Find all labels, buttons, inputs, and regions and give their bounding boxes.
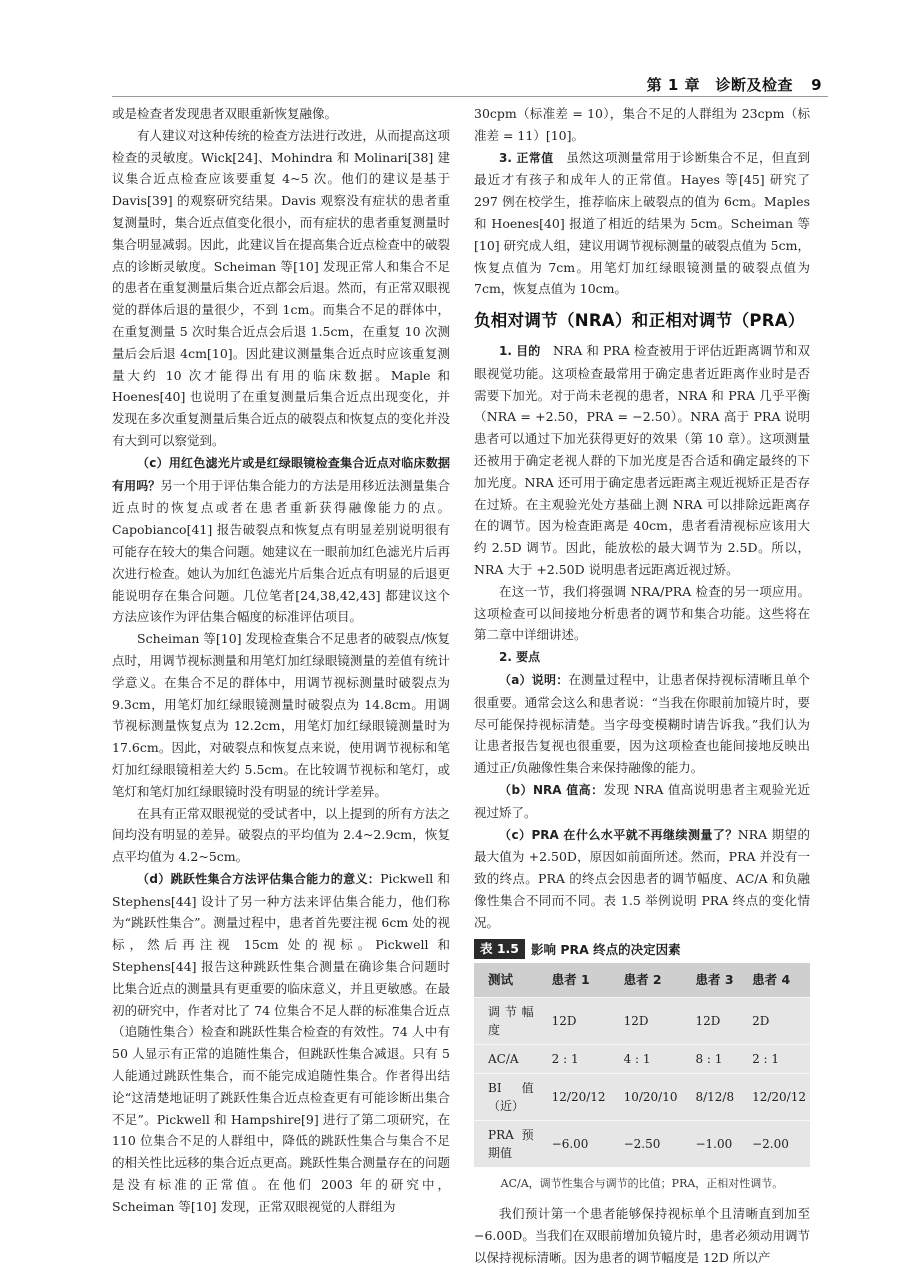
paragraph: 或是检查者发现患者双眼重新恢复融像。: [112, 106, 338, 121]
table-label: 表 1.5: [474, 939, 525, 959]
paragraph-c: [474, 824, 810, 934]
paragraph-c: [112, 452, 450, 628]
page-number: 9: [811, 76, 822, 94]
chapter-title: 第 1 章 诊断及检查: [646, 76, 794, 94]
paragraph-body: Pickwell 和 Stephens[44] 设计了另一种方法来评估集合能力，他们称为“跳跃性集合”。测量过程中，患者首先要注视 6cm 处的视标，然后再注视 15cm 处的视标。Pickwell 和 Stephens[44] 报告这种跳跃性集合测量在确诊集合问题时比集合近点的测量具有更重要的临床意义，并且更敏感。在最初的研究中，作者对比了 74 位集合不足人群的标准集合近点（追随性集合）检查和跳跃性集合检查的有效性。74 人中有 50 人显示有正常的追随性集合，但跳跃性集合减退。只有 5 人能通过跳跃性集合，而不能完成追随性集合。作者得出结论“这清楚地证明了跳跃性集合近点检查更有可能诊断出集合不足”。Pickwell 和 Hampshire[9] 进行了第二项研究，在 110 位集合不足的人群组中，降低的跳跃性集合与集合不足的相关性比远移的集合近点更高。跳跃性集合测量存在的问题是没有标准的正常值。在他们 2003 年的研究中，Scheiman 等[10] 发现，正常双眼视觉的人群组为: [112, 870, 450, 1214]
table-cell: 12D: [538, 998, 610, 1045]
subheading: （d）跳跃性集合方法评估集合能力的意义：: [137, 871, 381, 886]
left-column: [112, 103, 450, 1218]
subheading-key-points: [474, 646, 810, 669]
pra-table: [474, 963, 810, 1167]
paragraph-b: [474, 779, 810, 824]
table-cell: 2D: [738, 998, 810, 1045]
table-header-cell: 患者 3: [681, 963, 738, 997]
paragraph-d: [112, 868, 450, 1218]
paragraph-body: 虽然这项测量常用于诊断集合不足，但直到最近才有孩子和成年人的正常值。Hayes 等[45] 研究了 297 例在校学生，推荐临床上破裂点的值为 6cm。Maples 和 Hoenes[40] 报道了相近的结果为 5cm。Scheiman 等[10] 研究成人组，建议用调节视标测量的破裂点值为 5cm，恢复点值为 7cm。用笔灯加红绿眼镜测量的破裂点值为 7cm，恢复点值为 10cm。: [474, 149, 810, 297]
paragraph-body: 另一个用于评估集合能力的方法是用移近法测量集合近点时的恢复点或者在患者重新获得融像能力的点。Capobianco[41] 报告破裂点和恢复点有明显差别说明很有可能存在较大的集合问题。她建议在一眼前加红色滤光片后再次进行检查。她认为加红色滤光片后集合近点有明显的后退更能说明存在集合问题。几位笔者[24,38,42,43] 都建议这个方法应该作为评估集合幅度的标准评估项目。: [112, 477, 450, 625]
running-header: [647, 74, 822, 95]
table-title: 影响 PRA 终点的决定因素: [531, 941, 681, 957]
table-note: AC/A，调节性集合与调节的比值；PRA，正相对性调节。: [500, 1177, 784, 1191]
table-cell: 2 : 1: [538, 1045, 610, 1074]
table-row: [474, 1121, 810, 1168]
table-header-row: [474, 963, 810, 997]
table-cell: 12/20/12: [538, 1074, 610, 1121]
table-cell: −2.00: [738, 1121, 810, 1168]
paragraph-body: NRA 和 PRA 检查被用于评估近距离调节和双眼视觉功能。这项检查最常用于确定患者近距离作业时是否需要下加光。对于尚未老视的患者，NRA 和 PRA 几乎平衡（NRA = +2.50，PRA = −2.50）。NRA 高于 PRA 说明患者可以通过下加光获得更好的效果（第 10 章）。这项测量还被用于确定老视人群的下加光度是否合适和确定最终的下加光度。NRA 还可用于确定患者远距离主观近视矫正是否存在过矫。在主观验光处方基础上测 NRA 可以排除远距离存在的调节。因为检查距离是 40cm，患者看清视标应该用大约 2.5D 调节。因此，能放松的最大调节为 2.5D。所以，NRA 大于 +2.50D 说明患者远距离近视过矫。: [474, 342, 810, 577]
table-cell: 8 : 1: [681, 1045, 738, 1074]
paragraph: 在具有正常双眼视觉的受试者中，以上提到的所有方法之间均没有明显的差异。破裂点的平均值为 2.4~2.9cm，恢复点平均值为 4.2~5cm。: [112, 805, 450, 865]
table-cell: 12D: [681, 998, 738, 1045]
table-cell: 12D: [610, 998, 682, 1045]
paragraph: Scheiman 等[10] 发现检查集合不足患者的破裂点/恢复点时，用调节视标测量和用笔灯加红绿眼镜测量的差值有统计学意义。在集合不足的群体中，用调节视标测量时破裂点为 9.3cm，用笔灯加红绿眼镜测量时破裂点为 14.8cm。用调节视标测量恢复点为 12.2cm，用笔灯加红绿眼镜测量时为 17.6cm。因此，对破裂点和恢复点来说，使用调节视标和笔灯加红绿眼镜相差大约 5.5cm。在比较调节视标和笔灯，或笔灯和笔灯加红绿眼镜时没有明显的统计学差异。: [112, 631, 450, 799]
table-cell: 调节幅度: [474, 998, 538, 1045]
table-cell: 2 : 1: [738, 1045, 810, 1074]
subheading: （c）PRA 在什么水平就不再继续测量了？: [499, 827, 738, 842]
subheading: （b）NRA 值高：: [499, 782, 604, 797]
table-header-cell: 患者 1: [538, 963, 610, 997]
table-cell: −2.50: [610, 1121, 682, 1168]
table-cell: AC/A: [474, 1045, 538, 1074]
paragraph: 30cpm（标准差 = 10），集合不足的人群组为 23cpm（标准差 = 11）[10]。: [474, 106, 810, 143]
table-cell: 10/20/10: [610, 1074, 682, 1121]
table-cell: PRA 预期值: [474, 1121, 538, 1168]
table-cell: 12/20/12: [738, 1074, 810, 1121]
table-header-cell: 患者 4: [738, 963, 810, 997]
table-header-cell: 患者 2: [610, 963, 682, 997]
paragraph: 我们预计第一个患者能够保持视标单个且清晰直到加至 −6.00D。当我们在双眼前增加负镜片时，患者必须动用调节以保持视标清晰。因为患者的调节幅度是 12D 所以产: [474, 1206, 810, 1265]
table-row: [474, 998, 810, 1045]
table-caption: [474, 939, 810, 959]
table-cell: 4 : 1: [610, 1045, 682, 1074]
table-1-5: [474, 939, 810, 1195]
paragraph-body: NRA 期望的最大值为 +2.50D，原因如前面所述。然而，PRA 并没有一致的终点。PRA 的终点会因患者的调节幅度、AC/A 和负融像性集合不同而不同。表 1.5 举例说明 PRA 终点的变化情况。: [474, 826, 810, 930]
paragraph: 有人建议对这种传统的检查方法进行改进，从而提高这项检查的灵敏度。Wick[24]、Mohindra 和 Molinari[38] 建议集合近点检查应该要重复 4~5 次。他们的建议是基于 Davis[39] 的观察研究结果。Davis 观察没有症状的患者重复测量时，集合近点值变化很小，而有症状的患者重复测量时集合明显减弱。因此，此建议旨在提高集合近点检查中的破裂点的诊断灵敏度。Scheiman 等[10] 发现正常人和集合不足的患者在重复测量后集合近点都会后退。然而，有正常双眼视觉的群体后退的量很少，不到 1cm。而集合不足的群体中，在重复测量 5 次时集合近点会后退 1.5cm，在重复 10 次测量后会后退 4cm[10]。因此建议测量集合近点时应该重复测量大约 10 次才能得出有用的临床数据。Maple 和 Hoenes[40] 也说明了在重复测量后集合近点出现变化，并发现在多次重复测量后集合近点的破裂点和恢复点的变化并没有大到可以察觉到。: [112, 127, 450, 448]
subheading: 1. 目的: [499, 343, 541, 358]
subheading: （a）说明：: [499, 672, 569, 687]
table-cell: −6.00: [538, 1121, 610, 1168]
table-cell: −1.00: [681, 1121, 738, 1168]
subheading: 2. 要点: [499, 650, 541, 665]
paragraph-purpose: [474, 340, 810, 581]
table-row: [474, 1074, 810, 1121]
paragraph-body: 在测量过程中，让患者保持视标清晰且单个很重要。通常会这么和患者说：“当我在你眼前加镜片时，要尽可能保持视标清楚。当字母变模糊时请告诉我。”我们认为让患者报告复视也很重要，因为这项检查也能间接地反映出通过正/负融像性集合来保持融像的能力。: [474, 671, 810, 776]
table-row: [474, 1045, 810, 1074]
table-header-cell: 测试: [474, 963, 538, 997]
table-cell: 8/12/8: [681, 1074, 738, 1121]
right-column: [474, 103, 810, 1268]
paragraph-normal-values: [474, 147, 810, 301]
paragraph: 在这一节，我们将强调 NRA/PRA 检查的另一项应用。这项检查可以间接地分析患者的调节和集合功能。这些将在第二章中详细讲述。: [474, 583, 810, 643]
section-title: 负相对调节（NRA）和正相对调节（PRA）: [474, 311, 805, 331]
header-rule: [112, 96, 828, 97]
table-cell: BI 值（近）: [474, 1074, 538, 1121]
paragraph-a: [474, 669, 810, 779]
paragraph-body: 发现 NRA 值高说明患者主观验光近视过矫了。: [474, 781, 811, 820]
subheading: （c）用红色滤光片或是红绿眼镜检查集合近点对临床数据有用吗？: [112, 455, 450, 493]
subheading: 3. 正常值: [499, 150, 554, 165]
